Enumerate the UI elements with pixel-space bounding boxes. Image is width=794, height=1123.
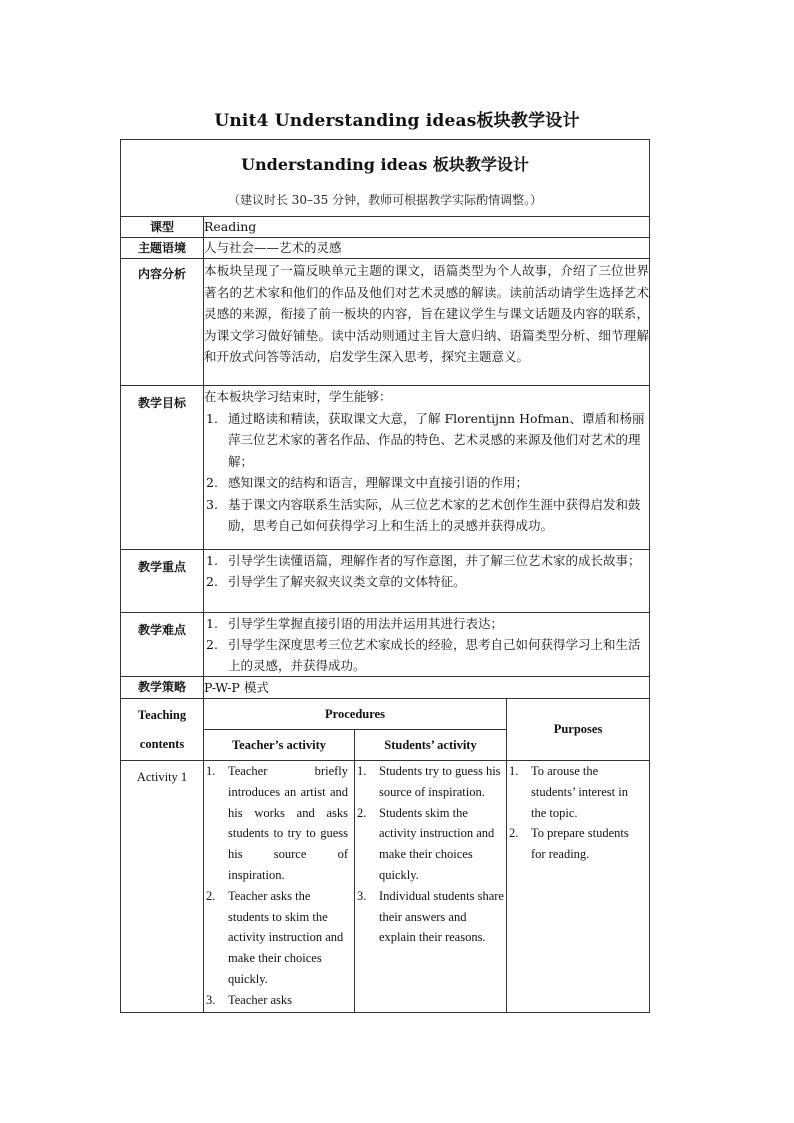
key-points-cell [204,550,650,613]
teacher-activity-header: Teacher’s activity [204,730,355,761]
key-points-list [204,550,645,592]
purposes-cell [507,761,650,1013]
teaching-contents-header: Teaching contents [121,699,204,761]
difficulties-list [204,613,645,676]
students-activity-header: Students’ activity [355,730,507,761]
goals-cell [204,386,650,550]
theme-label: 主题语境 [121,238,204,259]
list-item: 2. Students skim the activity instruction and make their choices quickly. [357,805,495,882]
difficulties-cell [204,613,650,677]
course-type-label: 课型 [121,217,204,238]
course-type-value: Reading [204,217,650,238]
procedures-header: Procedures [204,699,507,730]
content-analysis-value: 本板块呈现了一篇反映单元主题的课文，语篇类型为个人故事，介绍了三位世界著名的艺术家和他们的作品及他们对艺术灵感的解读。读前活动请学生选择艺术灵感的来源，衔接了前一板块的内容，旨在建议学生与课文话题及内容的联系，为课文学习做好铺垫。读中活动则通过主旨大意归纳、语篇类型分析、细节理解和开放式问答等活动，启发学生深入思考，探究主题意义。 [204,259,650,386]
list-item: 1. Teacher briefly introduces an artist and his works and asks students to try to guess his source of inspiration. [206,764,348,882]
list-item: 3. 基于课文内容联系生活实际，从三位艺术家的艺术创作生涯中获得启发和鼓励，思考自己如何获得学习上和生活上的灵感并获得成功。 [206,496,641,533]
key-points-label: 教学重点 [121,550,204,613]
list-item: 2. To prepare students for reading. [509,826,629,862]
goals-label: 教学目标 [121,386,204,550]
students-activity-cell [355,761,507,1013]
goals-intro: 在本板块学习结束时，学生能够： [204,389,392,404]
list-item: 2. 引导学生深度思考三位艺术家成长的经验，思考自己如何获得学习上和生活上的灵感，并获得成功。 [206,637,641,673]
content-analysis-label: 内容分析 [121,259,204,386]
list-item: 1. 通过略读和精读，获取课文大意，了解 Florentijnn Hofman、谭盾和杨丽萍三位艺术家的著名作品、作品的特色、艺术灵感的来源及他们对艺术的理解； [206,410,645,469]
goals-list [204,408,645,537]
list-item: 3. Individual students share their answers and explain their reasons. [357,888,504,945]
purposes-header: Purposes [507,699,650,761]
list-item: 2. Teacher asks the students to skim the activity instruction and make their choices quickly. [206,888,344,986]
strategy-label: 教学策略 [121,677,204,699]
list-item: 2. 感知课文的结构和语言，理解课文中直接引语的作用； [206,475,529,490]
table-title: Understanding ideas 板块教学设计 [241,155,529,174]
document-title: Unit4 Understanding ideas板块教学设计 [214,111,580,131]
list-item: 1. 引导学生读懂语篇，理解作者的写作意图，并了解三位艺术家的成长故事； [206,553,641,568]
list-item: 2. 引导学生了解夹叙夹议类文章的文体特征。 [206,574,466,589]
list-item: 1. To arouse the students’ interest in the topic. [509,764,628,820]
teacher-activity-cell [204,761,355,1013]
strategy-value: P-W-P 模式 [204,677,650,699]
lesson-plan-table [120,139,650,1013]
table-header [121,140,650,217]
theme-value: 人与社会——艺术的灵感 [204,238,650,259]
difficulties-label: 教学难点 [121,613,204,677]
activity-1-label: Activity 1 [121,761,204,1013]
teacher-activity-list [204,761,348,1011]
duration-note: （建议时长 30–35 分钟，教师可根据教学实际酌情调整。） [227,193,543,207]
purposes-list [507,761,641,865]
list-item: 3. Teacher asks [206,992,293,1007]
students-activity-list [355,761,506,948]
list-item: 1. 引导学生掌握直接引语的用法并运用其进行表达； [206,616,504,631]
list-item: 1. Students try to guess his source of inspiration. [357,764,501,799]
